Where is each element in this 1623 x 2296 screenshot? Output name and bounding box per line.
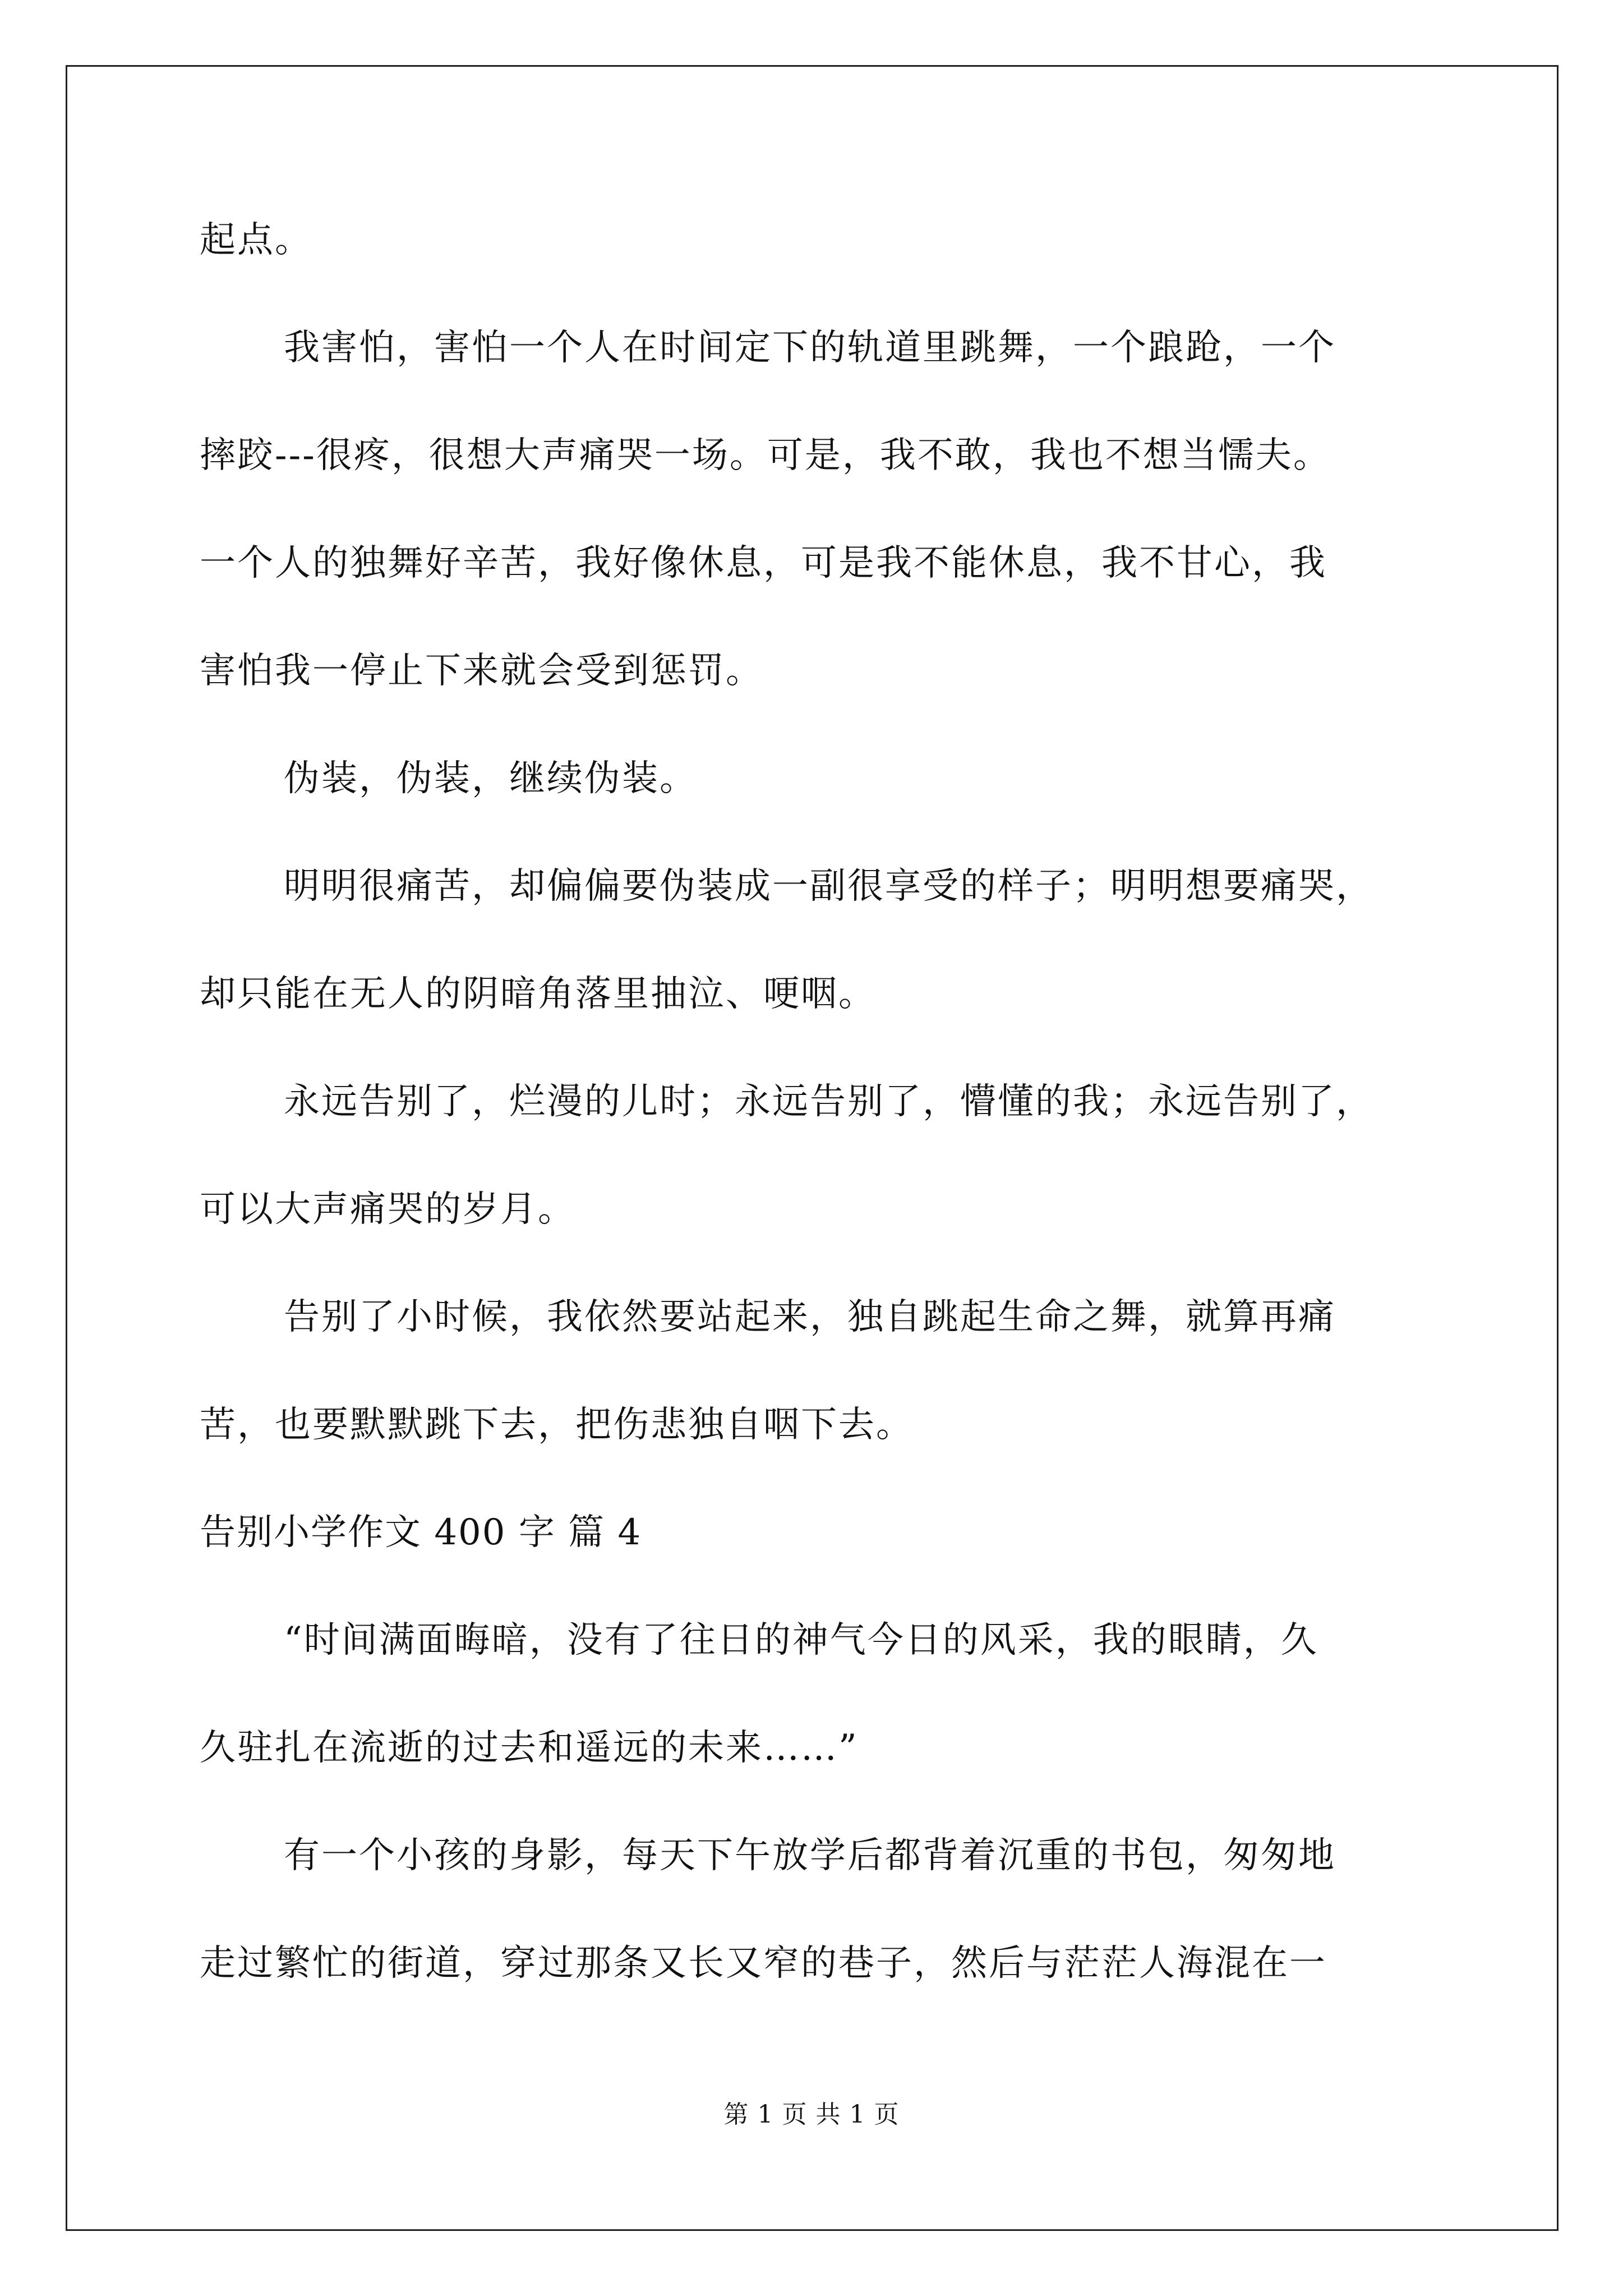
text-line: 走过繁忙的街道，穿过那条又长又窄的巷子，然后与茫茫人海混在一 (200, 1943, 1327, 1984)
text-line: 一个人的独舞好辛苦，我好像休息，可是我不能休息，我不甘心，我 (200, 542, 1327, 584)
document-body (200, 213, 1467, 2044)
page-footer (0, 2098, 1623, 2132)
text-line: 苦，也要默默跳下去，把伤悲独自咽下去。 (200, 1404, 914, 1446)
paragraph-line: 永远告别了，烂漫的儿时；永远告别了，懵懂的我；永远告别了， (284, 1081, 1373, 1122)
text-line: 摔跤---很疼，很想大声痛哭一场。可是，我不敢，我也不想当懦夫。 (200, 435, 1331, 476)
paragraph-line: 我害怕，害怕一个人在时间定下的轨道里跳舞，一个踉跄，一个 (284, 327, 1336, 369)
section-heading: 告别小学作文 400 字 篇 4 (200, 1512, 642, 1553)
paragraph-line: 明明很痛苦，却偏偏要伪装成一副很享受的样子；明明想要痛哭， (284, 866, 1373, 907)
text-line: 久驻扎在流逝的过去和遥远的未来……” (200, 1727, 859, 1769)
paragraph-line: “时间满面晦暗，没有了往日的神气今日的风采，我的眼睛，久 (284, 1619, 1318, 1661)
text-line: 却只能在无人的阴暗角落里抽泣、哽咽。 (200, 973, 876, 1015)
paragraph-line: 伪装，伪装，继续伪装。 (284, 758, 697, 799)
text-line: 害怕我一停止下来就会受到惩罚。 (200, 650, 763, 692)
page-number: 第 1 页 共 1 页 (723, 2100, 900, 2129)
text-line: 起点。 (200, 219, 312, 261)
paragraph-line: 告别了小时候，我依然要站起来，独自跳起生命之舞，就算再痛 (284, 1296, 1336, 1338)
text-line: 可以大声痛哭的岁月。 (200, 1189, 575, 1230)
paragraph-line: 有一个小孩的身影，每天下午放学后都背着沉重的书包，匆匆地 (284, 1835, 1336, 1876)
